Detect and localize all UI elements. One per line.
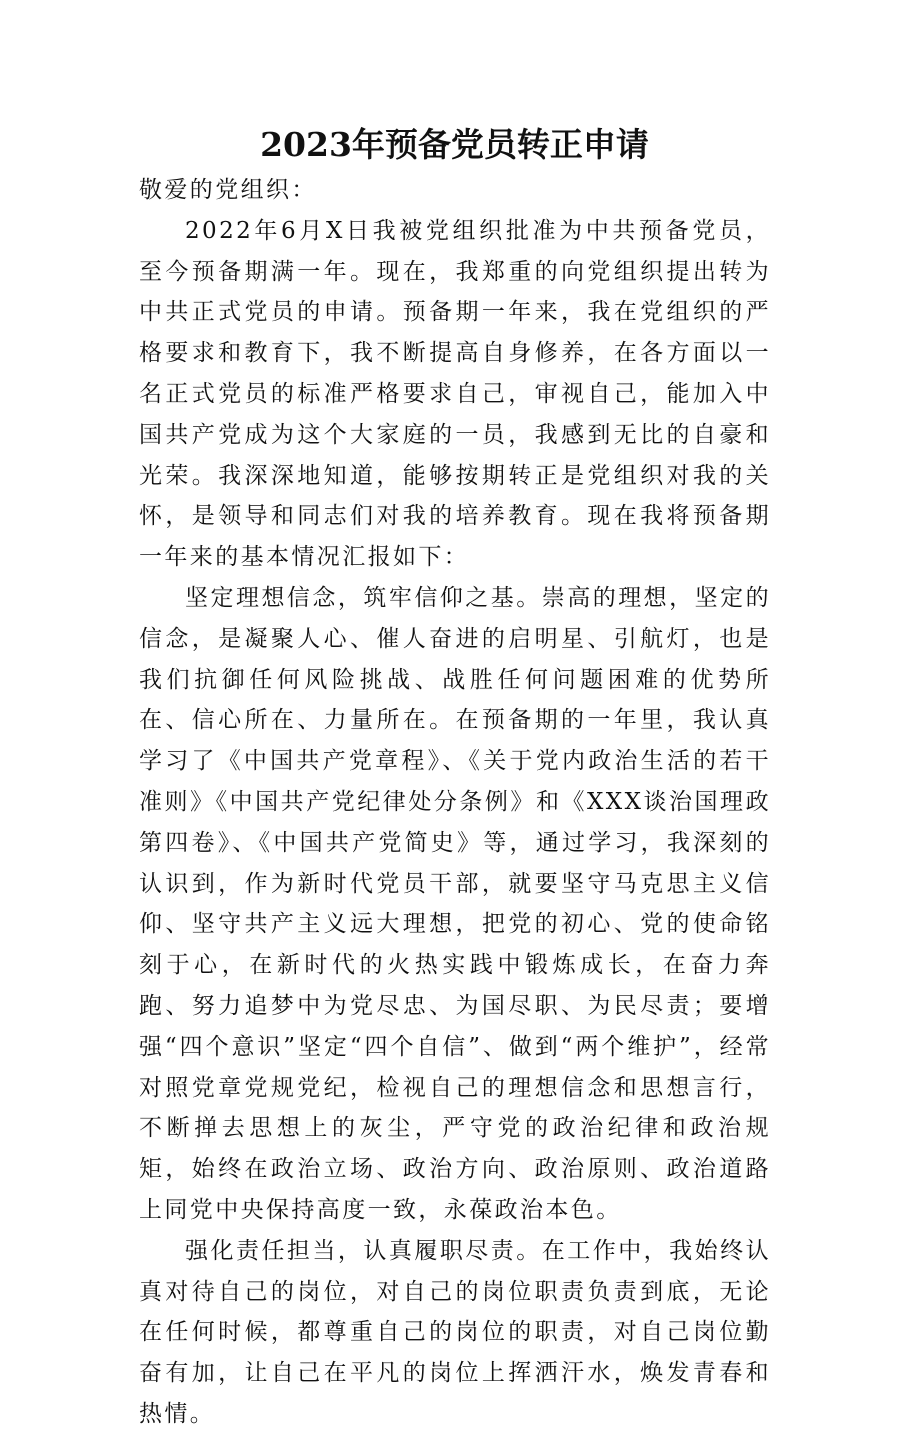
- document-body: [139, 170, 771, 1435]
- paragraph-responsibility: 强化责任担当，认真履职尽责。在工作中，我始终认真对待自己的岗位，对自己的岗位职责负责到底，无论在任何时候，都尊重自己的岗位的职责，对自己岗位勤奋有加，让自己在平凡的岗位上挥洒汗水，焕发青春和热情。: [139, 1237, 771, 1427]
- paragraph-intro: 2022年6月X日我被党组织批准为中共预备党员，至今预备期满一年。现在，我郑重的向党组织提出转为中共正式党员的申请。预备期一年来，我在党组织的严格要求和教育下，我不断提高自身修养，在各方面以一名正式党员的标准严格要求自己，审视自己，能加入中国共产党成为这个大家庭的一员，我感到无比的自豪和光荣。我深深地知道，能够按期转正是党组织对我的关怀，是领导和同志们对我的培养教育。现在我将预备期一年来的基本情况汇报如下：: [139, 217, 771, 571]
- salutation: 敬爱的党组织：: [139, 177, 317, 203]
- paragraph-ideals: 坚定理想信念，筑牢信仰之基。崇高的理想，坚定的信念，是凝聚人心、催人奋进的启明星、引航灯，也是我们抗御任何风险挑战、战胜任何问题困难的优势所在、信心所在、力量所在。在预备期的一年里，我认真学习了《中国共产党章程》、《关于党内政治生活的若干准则》《中国共产党纪律处分条例》和《XXX谈治国理政第四卷》、《中国共产党简史》等，通过学习，我深刻的认识到，作为新时代党员干部，就要坚守马克思主义信仰、坚守共产主义远大理想，把党的初心、党的使命铭刻于心，在新时代的火热实践中锻炼成长，在奋力奔跑、努力追梦中为党尽忠、为国尽职、为民尽责；要增强“四个意识”坚定“四个自信”、做到“两个维护”，经常对照党章党规党纪，检视自己的理想信念和思想言行，不断掸去思想上的灰尘，严守党的政治纪律和政治规矩，始终在政治立场、政治方向、政治原则、政治道路上同党中央保持高度一致，永葆政治本色。: [139, 584, 771, 1223]
- document-title: 2023年预备党员转正申请: [260, 125, 649, 164]
